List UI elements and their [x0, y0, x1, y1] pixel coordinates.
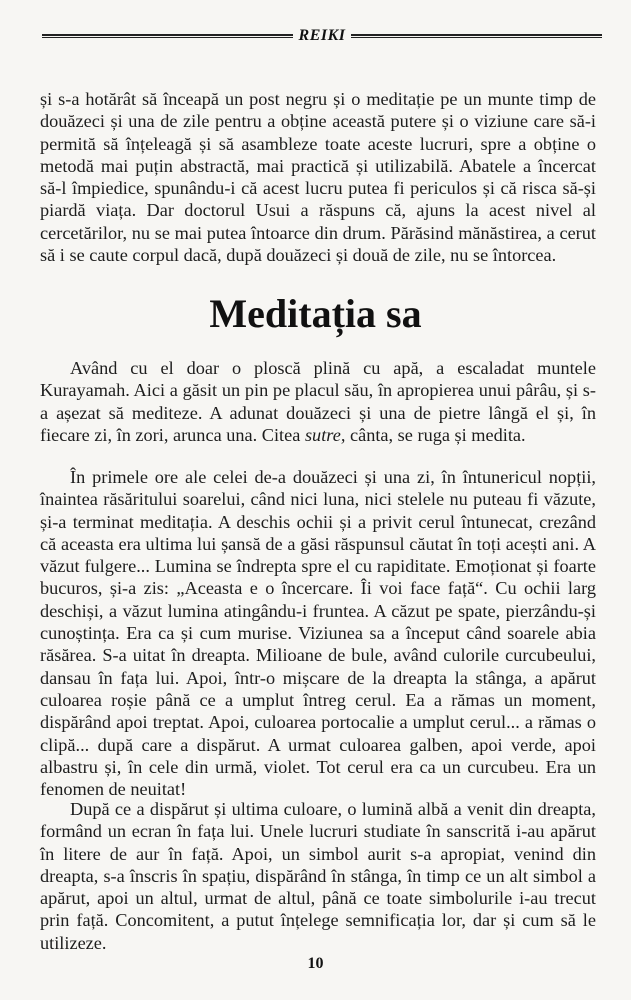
paragraph-text	[40, 357, 596, 446]
paragraph-text: După ce a dispărut și ultima culoare, o lumină albă a venit din dreapta, formând un ecran în fața lui. Unele lucruri studiate în sanscrită i-au apărut în litere de aur în față. Apoi, un simbol aurit s-a apropiat, venind din dreapta, s-a înscris în spațiu, dispărând în stânga, în timp ce un alt simbol a apărut, apoi un altul, urmat de altul, până ce toate simbolurile i-au trecut prin față. Concomitent, a putut înțelege semnificația lor, dar și cum să le utilizeze.	[40, 799, 596, 953]
paragraph-text: În primele ore ale celei de-a douăzeci și una zi, în întunericul nopții, înaintea răsăritului soarelui, când nici luna, nici stelele nu puteau fi văzute, și-a terminat meditația. A deschis ochii și a privit cerul întunecat, crezând că aceasta era ultima lui șansă de a găsi răspunsul căutat în toți acești ani. A văzut fulgere... Lumina se îndrepta spre el cu rapiditate. Emoționat și foarte bucuros, și-a zis: „Aceasta e o încercare. Îi voi face față“. Cu ochii larg deschiși, a văzut lumina atingându-i fruntea. A căzut pe spate, pierzându-și cunoștința. Era ca și cum murise. Viziunea sa a început când soarele abia răsărea. S-a uitat în dreapta. Milioane de bule, având culorile curcubeului, dansau în fața lui. Apoi, într-o mișcare de la dreapta la stânga, a apărut culoarea roșie până ce a umplut întreg cerul. Ea a rămas un moment, dispărând apoi treptat. Apoi, culoarea portocalie a umplut cerul... a rămas o clipă... după care a dispărut. A urmat culoarea galben, apoi verde, apoi albastru și, în cele din urmă, violet. Tot cerul era ca un curcubeu. Era un fenomen de neuitat!	[40, 467, 596, 800]
header-title: REIKI	[298, 27, 346, 44]
running-header	[42, 26, 602, 46]
paragraph-symbols	[40, 798, 596, 954]
header-rule-right	[351, 34, 602, 38]
paragraph-vision	[40, 466, 596, 800]
paragraph-ascent	[40, 357, 596, 446]
italic-term: sutre,	[304, 424, 346, 445]
paragraph-text-part: Având cu el doar o ploscă plină cu apă, a escaladat muntele Kurayamah. Aici a găsit un pin pe placul său, în apropierea unui pârâu, și s-a așezat să mediteze. A adunat douăzeci și una de pietre lângă el și, în fiecare zi, în zori, arunca una. Citea	[40, 358, 596, 445]
paragraph-text-part: cânta, se ruga și medita.	[345, 424, 526, 445]
page-number: 10	[307, 955, 324, 972]
paragraph-intro	[40, 88, 596, 266]
header-rule-left	[42, 34, 293, 38]
paragraph-text: și s-a hotărât să înceapă un post negru și o meditație pe un munte timp de douăzeci și una de zile pentru a obține această putere și o viziune care să-i permită să înțeleagă și să asambleze toate aceste lucruri, spre a obține o metodă mai puțin abstractă, mai practică și utilizabilă. Abatele a încercat să-l împiedice, spunându-i că acest lucru putea fi periculos și că risca să-și piardă viața. Dar doctorul Usui a răspuns că, ajuns la acest nivel al cercetărilor, nu se mai putea întoarce din drum. Părăsind mănăstirea, a cerut să i se caute corpul dacă, după douăzeci și două de zile, nu se întorcea.	[40, 89, 596, 266]
section-heading: Meditația sa	[209, 291, 422, 336]
